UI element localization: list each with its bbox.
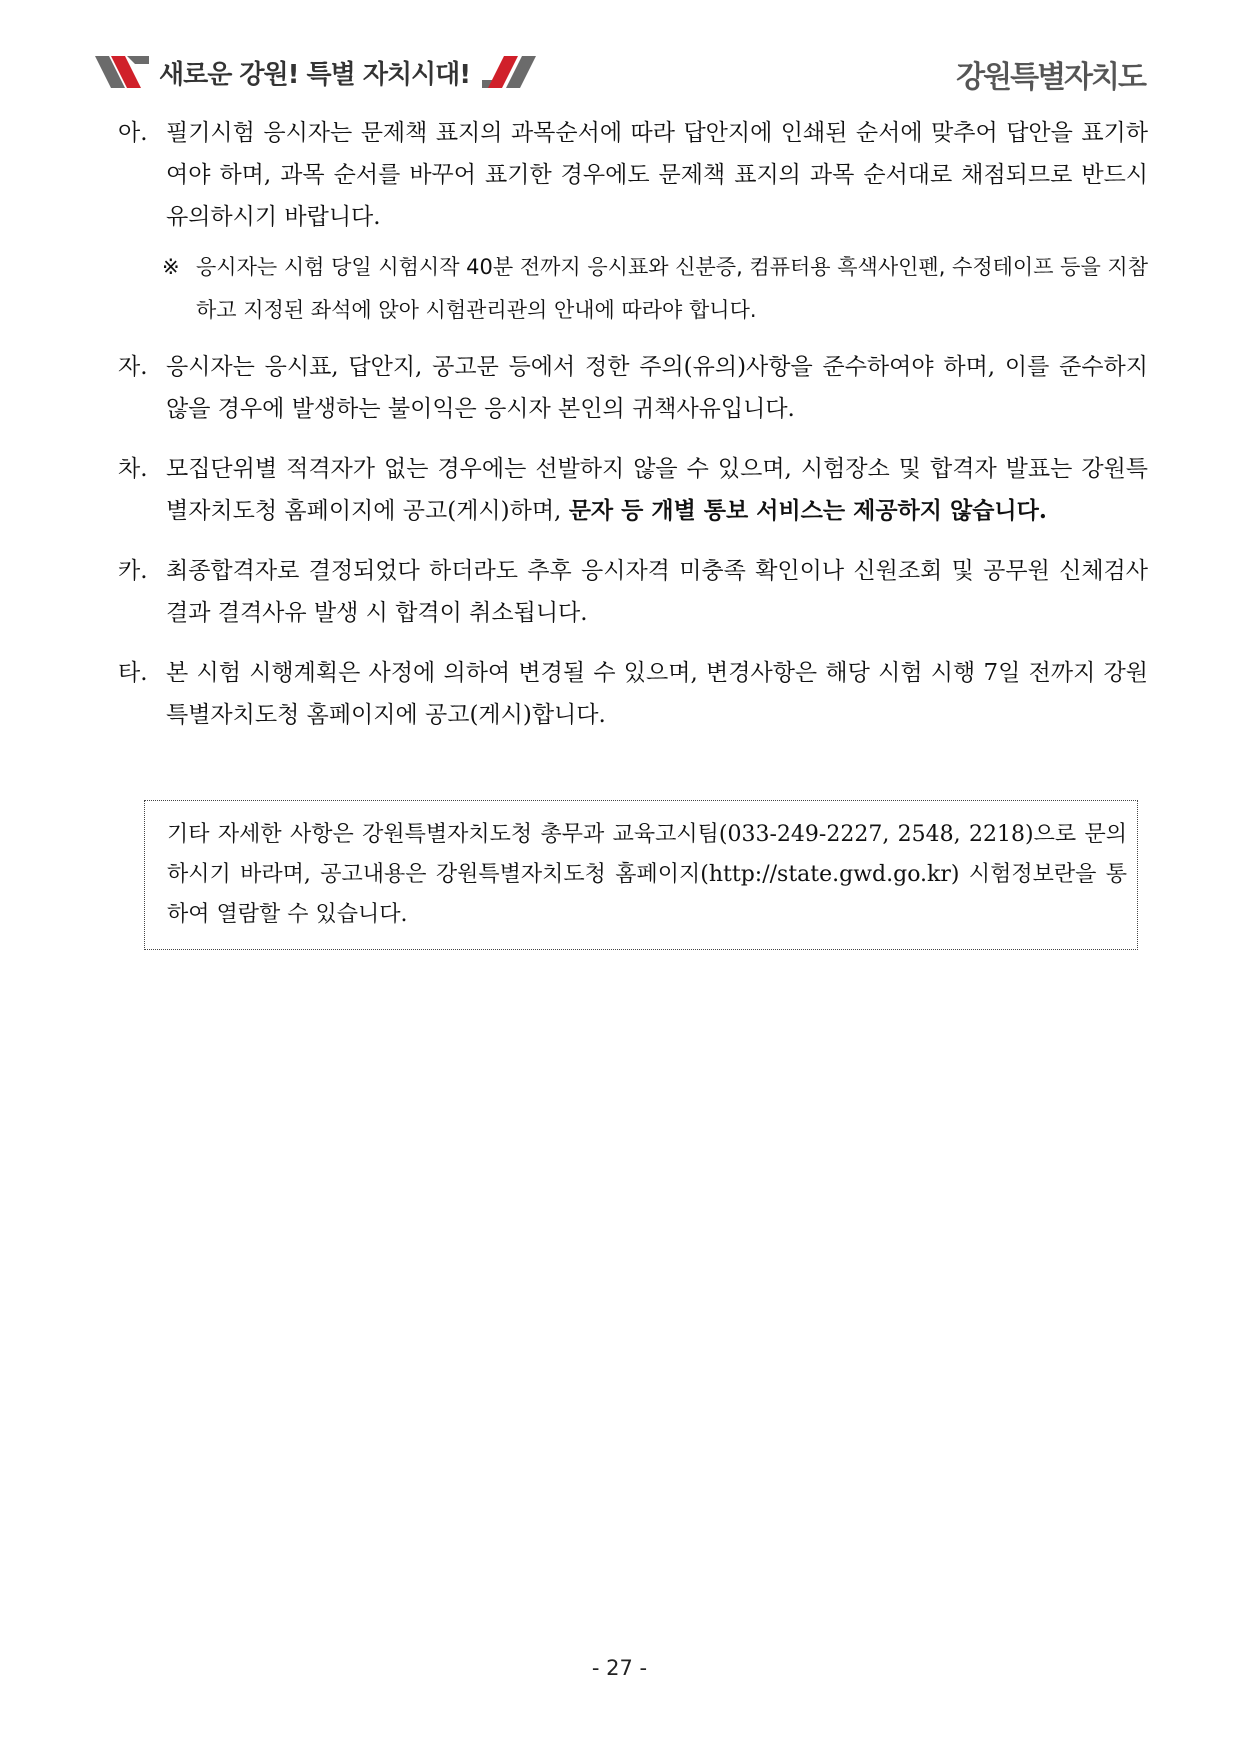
- list-item: [118, 550, 1148, 634]
- item-text: 최종합격자로 결정되었다 하더라도 추후 응시자격 미충족 확인이나 신원조회 및 공무원 신체검사 결과 결격사유 발생 시 합격이 취소됩니다.: [166, 558, 1148, 626]
- contact-info-box: [144, 800, 1138, 950]
- org-logo: [956, 52, 1145, 96]
- item-marker: 아.: [118, 120, 148, 146]
- item-marker: 타.: [118, 660, 148, 686]
- item-text: 응시자는 응시표, 답안지, 공고문 등에서 정한 주의(유의)사항을 준수하여야 하며, 이를 준수하지 않을 경우에 발생하는 불이익은 응시자 본인의 귀책사유입니다.: [166, 354, 1148, 422]
- item-marker: 자.: [118, 354, 148, 380]
- note-text: 응시자는 시험 당일 시험시작 40분 전까지 응시표와 신분증, 컴퓨터용 흑색사인펜, 수정테이프 등을 지참하고 지정된 좌석에 앉아 시험관리관의 안내에 따라야 합니다.: [196, 255, 1148, 322]
- slash-left-icon: [95, 56, 149, 88]
- list-item: [118, 652, 1148, 736]
- note-item: [118, 246, 1148, 332]
- slogan-text: 새로운 강원! 특별 자치시대!: [159, 59, 471, 90]
- slogan-banner: [95, 50, 536, 94]
- page-number: - 27 -: [591, 1656, 648, 1680]
- document-body: [118, 112, 1148, 754]
- item-marker: 차.: [118, 456, 148, 482]
- item-text: 필기시험 응시자는 문제책 표지의 과목순서에 따라 답안지에 인쇄된 순서에 맞추어 답안을 표기하여야 하며, 과목 순서를 바꾸어 표기한 경우에도 문제책 표지의 과목 순서대로 채점되므로 반드시 유의하시기 바랍니다.: [166, 120, 1148, 230]
- item-marker: 카.: [118, 558, 148, 584]
- list-item: [118, 448, 1148, 532]
- contact-info-text: 기타 자세한 사항은 강원특별자치도청 총무과 교육고시팀(033-249-2227, 2548, 2218)으로 문의하시기 바라며, 공고내용은 강원특별자치도청 홈페이지(http://state.gwd.go.kr) 시험정보란을 통하여 열람할 수 있습니다.: [167, 822, 1127, 927]
- note-marker: ※: [162, 255, 180, 279]
- page-header: [95, 50, 1145, 94]
- item-text: 모집단위별 적격자가 없는 경우에는 선발하지 않을 수 있으며, 시험장소 및 합격자 발표는 강원특별자치도청 홈페이지에 공고(게시)하며,: [166, 456, 1148, 524]
- list-item: [118, 346, 1148, 430]
- list-item: [118, 112, 1148, 238]
- item-bold-text: 문자 등 개별 통보 서비스는 제공하지 않습니다.: [568, 497, 1047, 524]
- org-logo-text: 강원특별자치도: [956, 60, 1145, 95]
- item-text: 본 시험 시행계획은 사정에 의하여 변경될 수 있으며, 변경사항은 해당 시험 시행 7일 전까지 강원특별자치도청 홈페이지에 공고(게시)합니다.: [166, 660, 1148, 728]
- slash-right-icon: [482, 56, 536, 88]
